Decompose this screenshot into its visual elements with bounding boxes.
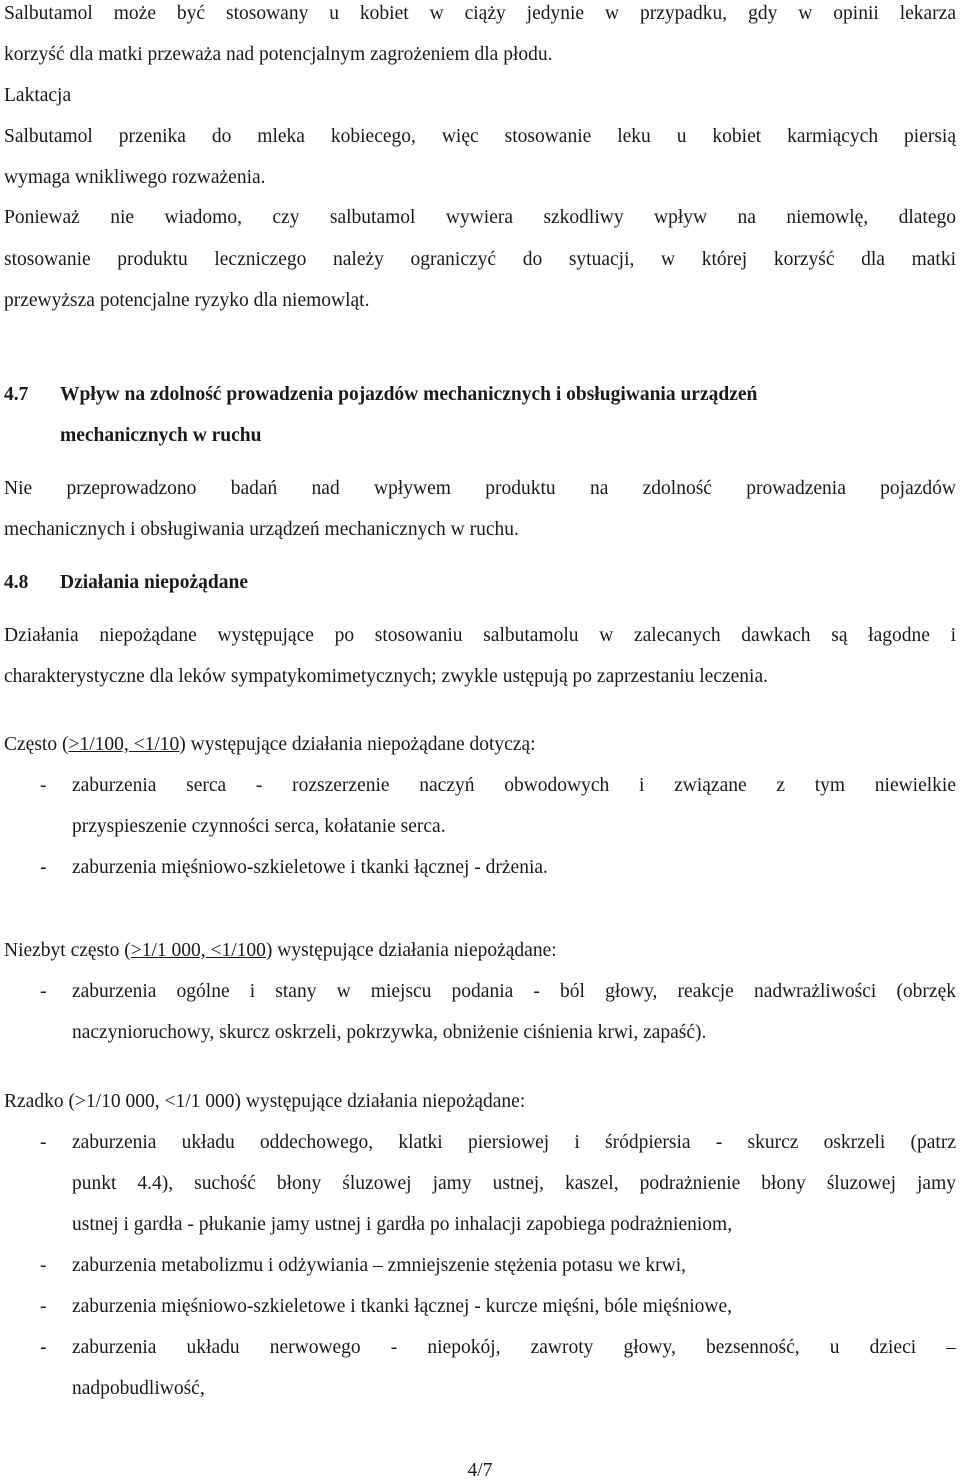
bullet-dash: -	[40, 1255, 47, 1276]
uncommon-item-1-line-2: naczynioruchowy, skurcz oskrzeli, pokrzywka, obniżenie ciśnienia krwi, zapaść).	[72, 1022, 707, 1043]
section-4-7-title-line-2: mechanicznych w ruchu	[60, 425, 262, 446]
common-item-1-line-2: przyspieszenie czynności serca, kołatanie serca.	[72, 816, 446, 837]
rare-item-1-line-1: zaburzenia układu oddechowego, klatki piersiowej i śródpiersia - skurcz oskrzeli (patrz	[72, 1132, 956, 1153]
frequency-uncommon-range: >1/1 000, <1/100	[130, 940, 266, 961]
page-number: 4/7	[467, 1460, 493, 1481]
lactation-p1-line-1: Salbutamol przenika do mleka kobiecego, więc stosowanie leku u kobiet karmiących piersią	[4, 126, 956, 147]
frequency-common-post: ) występujące działania niepożądane dotyczą:	[179, 734, 536, 755]
common-item-2-line-1: zaburzenia mięśniowo-szkieletowe i tkanki łącznej - drżenia.	[72, 857, 548, 878]
bullet-dash: -	[40, 1337, 47, 1358]
section-4-8-number: 4.8	[4, 572, 29, 593]
lactation-p2-line-3: przewyższa potencjalne ryzyko dla niemowląt.	[4, 290, 370, 311]
bullet-dash: -	[40, 1132, 47, 1153]
lactation-heading: Laktacja	[4, 85, 72, 106]
section-4-7-text-line-2: mechanicznych i obsługiwania urządzeń mechanicznych w ruchu.	[4, 519, 519, 540]
uncommon-item-1-line-1: zaburzenia ogólne i stany w miejscu podania - ból głowy, reakcje nadwrażliwości (obrzęk	[72, 981, 956, 1002]
frequency-common-intro	[4, 731, 536, 759]
bullet-dash: -	[40, 857, 47, 878]
section-4-7-text-line-1: Nie przeprowadzono badań nad wpływem produktu na zdolność prowadzenia pojazdów	[4, 478, 956, 499]
section-4-7-number: 4.7	[4, 384, 29, 405]
section-4-8-intro-line-2: charakterystyczne dla leków sympatykomimetycznych; zwykle ustępują po zaprzestaniu leczenia.	[4, 666, 768, 687]
rare-item-2-line-1: zaburzenia metabolizmu i odżywiania – zmniejszenie stężenia potasu we krwi,	[72, 1255, 687, 1276]
bullet-dash: -	[40, 981, 47, 1002]
rare-item-4-line-1: zaburzenia układu nerwowego - niepokój, zawroty głowy, bezsenność, u dzieci –	[72, 1337, 956, 1358]
bullet-dash: -	[40, 775, 47, 796]
pregnancy-text-line-1: Salbutamol może być stosowany u kobiet w ciąży jedynie w przypadku, gdy w opinii lekarza	[4, 3, 956, 24]
rare-item-1-line-3: ustnej i gardła - płukanie jamy ustnej i gardła po inhalacji zapobiega podrażnieniom,	[72, 1214, 733, 1235]
rare-item-1-line-2: punkt 4.4), suchość błony śluzowej jamy ustnej, kaszel, podrażnienie błony śluzowej jamy	[72, 1173, 956, 1194]
lactation-p1-line-2: wymaga wnikliwego rozważenia.	[4, 167, 266, 188]
frequency-common-pre: Często (	[4, 734, 69, 755]
rare-item-3-line-1: zaburzenia mięśniowo-szkieletowe i tkanki łącznej - kurcze mięśni, bóle mięśniowe,	[72, 1296, 733, 1317]
lactation-p2-line-2: stosowanie produktu leczniczego należy ograniczyć do sytuacji, w której korzyść dla matki	[4, 249, 956, 270]
bullet-dash: -	[40, 1296, 47, 1317]
frequency-uncommon-intro	[4, 937, 557, 965]
section-4-8-title: Działania niepożądane	[60, 572, 248, 593]
common-item-1-line-1: zaburzenia serca - rozszerzenie naczyń obwodowych i związane z tym niewielkie	[72, 775, 956, 796]
rare-item-4-line-2: nadpobudliwość,	[72, 1378, 205, 1399]
section-4-8-intro-line-1: Działania niepożądane występujące po stosowaniu salbutamolu w zalecanych dawkach są łagodne i	[4, 625, 956, 646]
section-4-7-title-line-1: Wpływ na zdolność prowadzenia pojazdów mechanicznych i obsługiwania urządzeń	[60, 384, 758, 405]
frequency-uncommon-pre: Niezbyt często (	[4, 940, 131, 961]
pregnancy-text-line-2: korzyść dla matki przeważa nad potencjalnym zagrożeniem dla płodu.	[4, 44, 553, 65]
frequency-uncommon-post: ) występujące działania niepożądane:	[265, 940, 557, 961]
frequency-rare-intro: Rzadko (>1/10 000, <1/1 000) występujące działania niepożądane:	[4, 1091, 526, 1112]
lactation-p2-line-1: Ponieważ nie wiadomo, czy salbutamol wywiera szkodliwy wpływ na niemowlę, dlatego	[4, 207, 956, 228]
frequency-common-range: >1/100, <1/10	[68, 734, 180, 755]
